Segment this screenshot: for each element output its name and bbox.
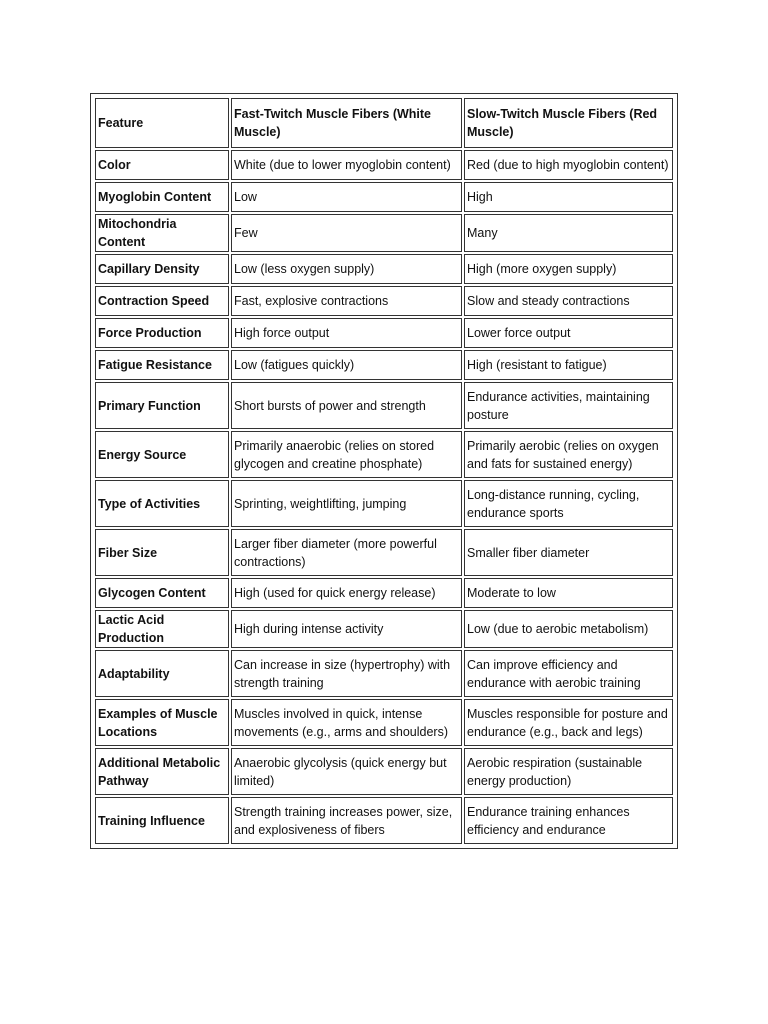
- slow-twitch-cell: Primarily aerobic (relies on oxygen and fats for sustained energy): [464, 431, 673, 478]
- table-row: [95, 182, 673, 212]
- feature-cell: Lactic Acid Production: [95, 610, 229, 648]
- table-row: [95, 350, 673, 380]
- fast-twitch-cell: Short bursts of power and strength: [231, 382, 462, 429]
- table-row: [95, 286, 673, 316]
- fast-twitch-cell: Low: [231, 182, 462, 212]
- fast-twitch-cell: Low (fatigues quickly): [231, 350, 462, 380]
- fast-twitch-cell: White (due to lower myoglobin content): [231, 150, 462, 180]
- fast-twitch-cell: High (used for quick energy release): [231, 578, 462, 608]
- table-row: [95, 150, 673, 180]
- table-row: [95, 480, 673, 527]
- feature-cell: Myoglobin Content: [95, 182, 229, 212]
- feature-cell: Primary Function: [95, 382, 229, 429]
- header-cell-fast-twitch: Fast-Twitch Muscle Fibers (White Muscle): [231, 98, 462, 148]
- feature-cell: Examples of Muscle Locations: [95, 699, 229, 746]
- slow-twitch-cell: Slow and steady contractions: [464, 286, 673, 316]
- fast-twitch-cell: Primarily anaerobic (relies on stored glycogen and creatine phosphate): [231, 431, 462, 478]
- fast-twitch-cell: Can increase in size (hypertrophy) with strength training: [231, 650, 462, 697]
- feature-cell: Contraction Speed: [95, 286, 229, 316]
- slow-twitch-cell: High (resistant to fatigue): [464, 350, 673, 380]
- fast-twitch-cell: Muscles involved in quick, intense movements (e.g., arms and shoulders): [231, 699, 462, 746]
- feature-cell: Additional Metabolic Pathway: [95, 748, 229, 795]
- muscle-fiber-comparison-table: [93, 96, 675, 846]
- slow-twitch-cell: Lower force output: [464, 318, 673, 348]
- slow-twitch-cell: High (more oxygen supply): [464, 254, 673, 284]
- fast-twitch-cell: High force output: [231, 318, 462, 348]
- table-row: [95, 578, 673, 608]
- slow-twitch-cell: Can improve efficiency and endurance with aerobic training: [464, 650, 673, 697]
- table-row: [95, 610, 673, 648]
- fast-twitch-cell: Strength training increases power, size, and explosiveness of fibers: [231, 797, 462, 844]
- feature-cell: Mitochondria Content: [95, 214, 229, 252]
- table-row: [95, 254, 673, 284]
- slow-twitch-cell: Aerobic respiration (sustainable energy production): [464, 748, 673, 795]
- header-cell-slow-twitch: Slow-Twitch Muscle Fibers (Red Muscle): [464, 98, 673, 148]
- feature-cell: Training Influence: [95, 797, 229, 844]
- slow-twitch-cell: Low (due to aerobic metabolism): [464, 610, 673, 648]
- slow-twitch-cell: Endurance training enhances efficiency and endurance: [464, 797, 673, 844]
- fast-twitch-cell: Larger fiber diameter (more powerful contractions): [231, 529, 462, 576]
- fast-twitch-cell: Sprinting, weightlifting, jumping: [231, 480, 462, 527]
- table-row: [95, 318, 673, 348]
- fast-twitch-cell: High during intense activity: [231, 610, 462, 648]
- table-row: [95, 529, 673, 576]
- fast-twitch-cell: Few: [231, 214, 462, 252]
- feature-cell: Capillary Density: [95, 254, 229, 284]
- slow-twitch-cell: Moderate to low: [464, 578, 673, 608]
- slow-twitch-cell: High: [464, 182, 673, 212]
- fast-twitch-cell: Anaerobic glycolysis (quick energy but limited): [231, 748, 462, 795]
- comparison-table-frame: [90, 93, 678, 849]
- table-row: [95, 214, 673, 252]
- table-row: [95, 382, 673, 429]
- header-cell-feature: Feature: [95, 98, 229, 148]
- slow-twitch-cell: Muscles responsible for posture and endurance (e.g., back and legs): [464, 699, 673, 746]
- fast-twitch-cell: Low (less oxygen supply): [231, 254, 462, 284]
- slow-twitch-cell: Many: [464, 214, 673, 252]
- slow-twitch-cell: Red (due to high myoglobin content): [464, 150, 673, 180]
- table-row: [95, 748, 673, 795]
- feature-cell: Adaptability: [95, 650, 229, 697]
- table-row: [95, 699, 673, 746]
- feature-cell: Glycogen Content: [95, 578, 229, 608]
- feature-cell: Type of Activities: [95, 480, 229, 527]
- table-row: [95, 797, 673, 844]
- feature-cell: Energy Source: [95, 431, 229, 478]
- feature-cell: Force Production: [95, 318, 229, 348]
- feature-cell: Fiber Size: [95, 529, 229, 576]
- slow-twitch-cell: Smaller fiber diameter: [464, 529, 673, 576]
- slow-twitch-cell: Long-distance running, cycling, endurance sports: [464, 480, 673, 527]
- feature-cell: Fatigue Resistance: [95, 350, 229, 380]
- table-header-row: [95, 98, 673, 148]
- fast-twitch-cell: Fast, explosive contractions: [231, 286, 462, 316]
- feature-cell: Color: [95, 150, 229, 180]
- slow-twitch-cell: Endurance activities, maintaining posture: [464, 382, 673, 429]
- table-row: [95, 431, 673, 478]
- table-row: [95, 650, 673, 697]
